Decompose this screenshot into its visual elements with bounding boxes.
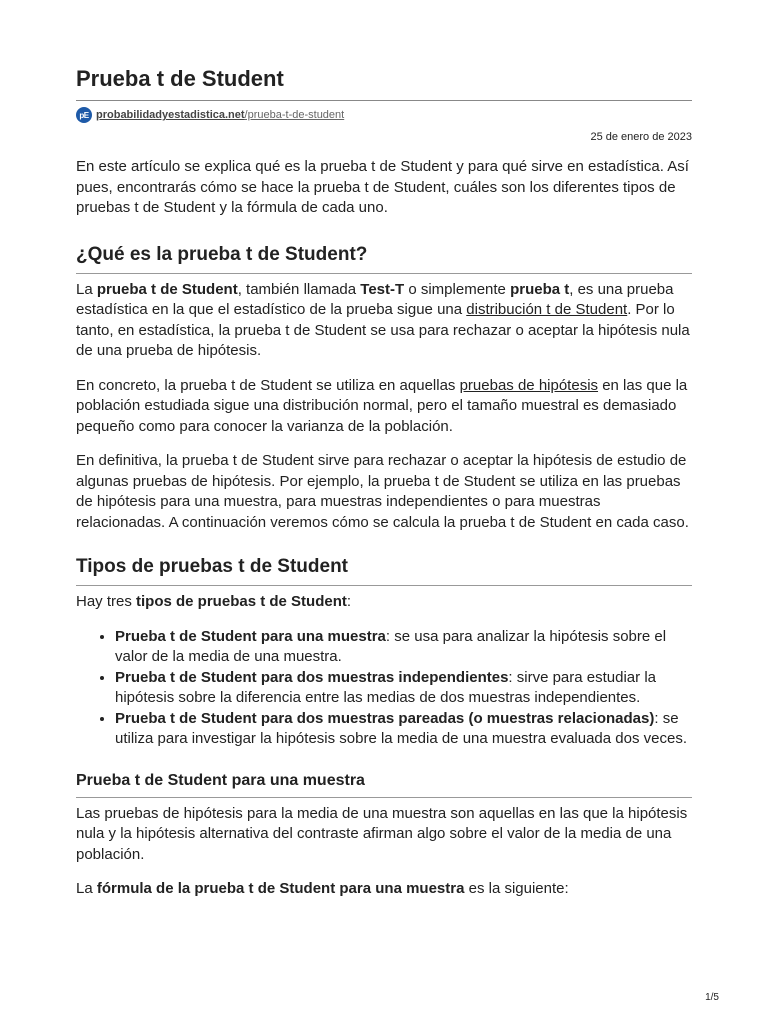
bold-text: prueba t de Student (96, 280, 238, 298)
intro-paragraph: En este artículo se explica qué es la prueba t de Student y para qué sirve en estadística. Así pues, encontrarás cómo se hace la prueba t de Student, cuáles son los diferentes tipos de pruebas t de Student y la fórmula de cada uno. (76, 158, 689, 216)
publish-date: 25 de enero de 2023 (590, 131, 692, 143)
bold-text: Test-T (360, 280, 405, 298)
source-link[interactable] (96, 109, 344, 121)
site-logo-icon: pE (76, 107, 92, 123)
text: , es una prueba estadística en la que el estadístico de la prueba sigue una (76, 280, 674, 318)
paragraph-one-sample: Las pruebas de hipótesis para la media de una muestra son aquellas en las que la hipótesis nula y la hipótesis alternativa del contraste afirman algo sobre el valor de la media de una población. (76, 804, 688, 863)
text: En concreto, la prueba t de Student se utiliza en aquellas (76, 376, 460, 394)
text: : se usa para analizar la hipótesis sobre el valor de la media de una muestra. (115, 627, 667, 665)
bold-text: Prueba t de Student para dos muestras independientes (115, 668, 509, 686)
text: : (346, 593, 352, 610)
bold-text: fórmula de la prueba t de Student para una muestra (96, 880, 465, 897)
text: , también llamada (237, 280, 361, 298)
text: La (76, 280, 97, 298)
text: o simplemente (404, 280, 511, 298)
section-heading-one-sample: Prueba t de Student para una muestra (76, 770, 692, 798)
bold-text: Prueba t de Student para dos muestras pareadas (o muestras relacionadas) (115, 709, 655, 727)
paragraph-usage (76, 376, 692, 438)
list-item (115, 627, 692, 668)
text: . Por lo tanto, en estadística, la prueba t de Student se usa para rechazar o aceptar la hipótesis nula de una prueba de hipótesis. (76, 301, 690, 359)
paragraph-summary: En definitiva, la prueba t de Student sirve para rechazar o aceptar la hipótesis de estudio de algunas pruebas de hipótesis. Por ejemplo, la prueba t de Student se utiliza en las pruebas de hipótesis para una muestra, para muestras independientes o para muestras relacionadas. A continuación veremos cómo se calcula la prueba t de Student en cada caso. (76, 452, 689, 531)
section-heading-types: Tipos de pruebas t de Student (76, 554, 692, 586)
list-item (115, 668, 692, 709)
source-line (76, 107, 692, 123)
text: Hay tres (76, 593, 137, 610)
types-lead (76, 592, 692, 613)
link-distribucion-t[interactable]: distribución t de Student (466, 301, 628, 318)
bold-text: prueba t (510, 280, 570, 298)
text: es la siguiente: (464, 880, 569, 897)
link-pruebas-hipotesis[interactable]: pruebas de hipótesis (459, 376, 599, 394)
page-title: Prueba t de Student (76, 64, 692, 101)
text: en las que la población estudiada sigue una distribución normal, pero el tamaño muestral es demasiado pequeño como para conocer la varianza de la población. (76, 376, 688, 435)
source-domain: probabilidadyestadistica.net (96, 109, 245, 121)
section-heading-what-is: ¿Qué es la prueba t de Student? (76, 242, 692, 274)
bold-text: Prueba t de Student para una muestra (115, 627, 386, 645)
paragraph-formula-lead (76, 879, 692, 900)
article (76, 64, 692, 900)
page-number: 1/5 (705, 992, 719, 1003)
paragraph-definition (76, 280, 692, 362)
bold-text: tipos de pruebas t de Student (136, 593, 347, 610)
text: : se utiliza para investigar la hipótesis sobre la media de una muestra evaluada dos veces. (115, 709, 687, 747)
text: : sirve para estudiar la hipótesis sobre la diferencia entre las medias de dos muestras independientes. (115, 668, 656, 706)
types-list (76, 627, 692, 750)
text: La (76, 880, 97, 897)
source-path: /prueba-t-de-student (244, 109, 345, 121)
list-item (115, 709, 692, 750)
